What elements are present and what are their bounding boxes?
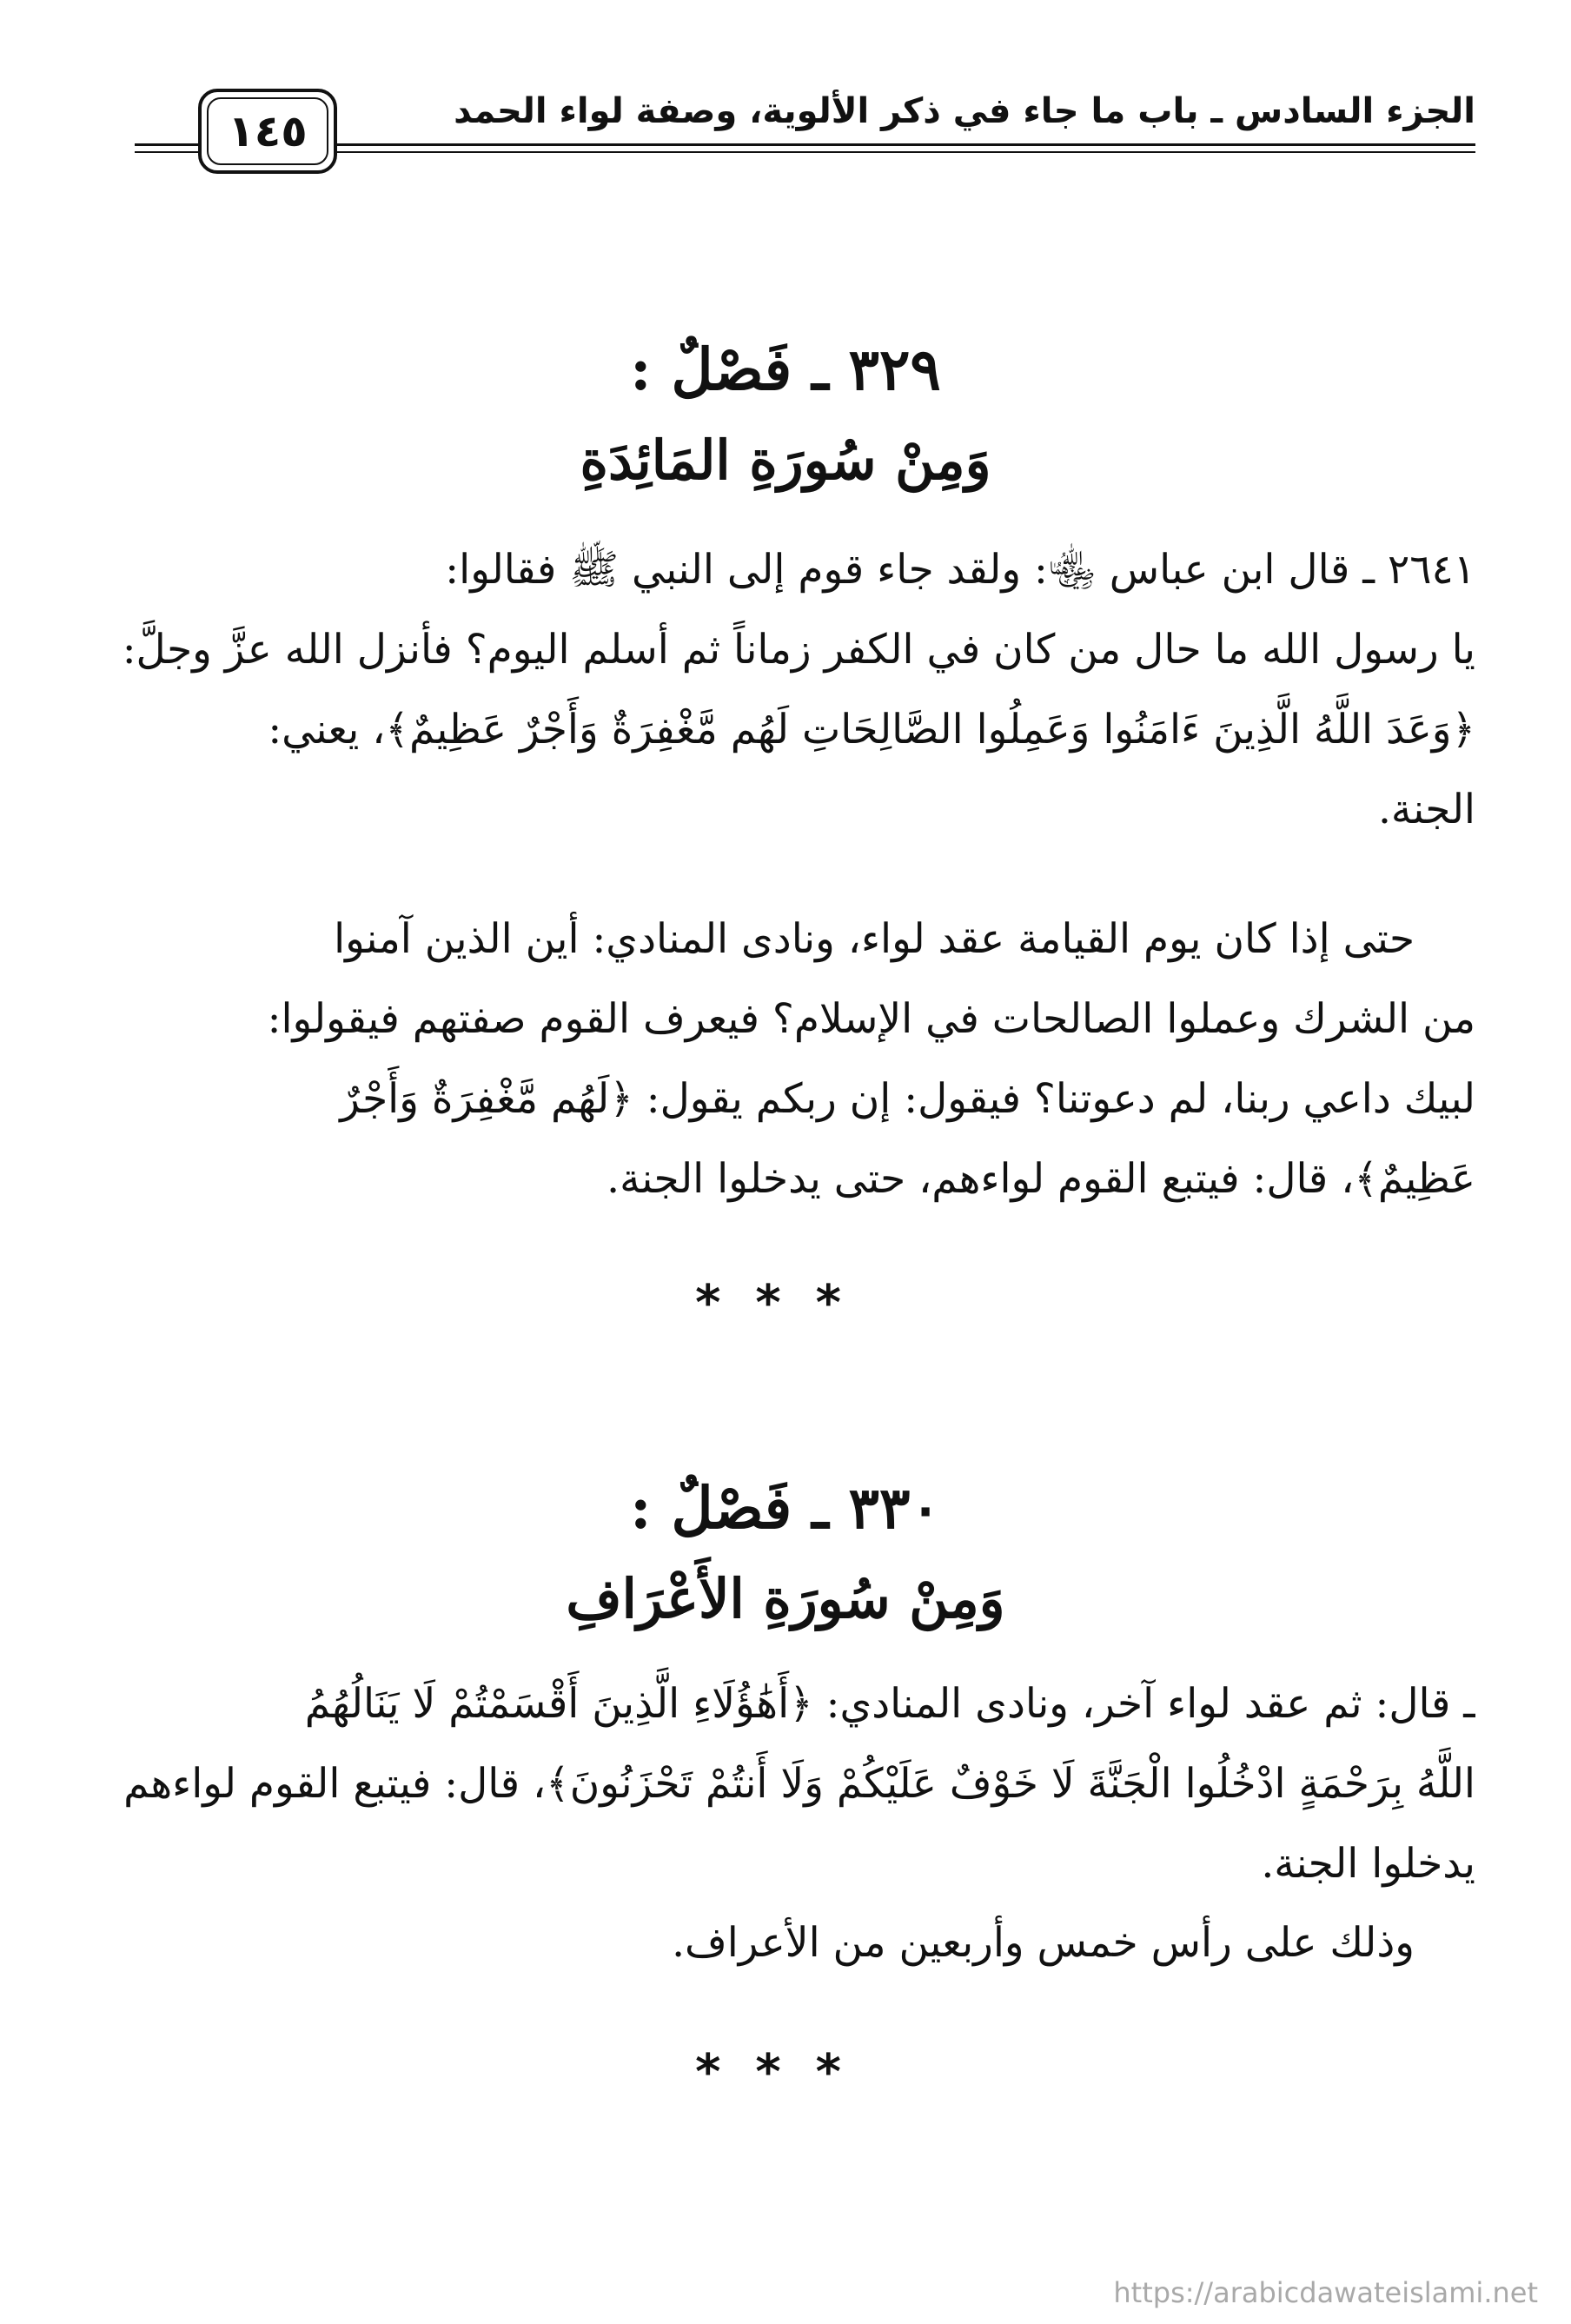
paragraph-line: الجنة. [1377, 786, 1475, 833]
hadith-2641-paragraph [103, 530, 1475, 850]
paragraph-line: يدخلوا الجنة. [1261, 1840, 1475, 1888]
paragraph-line: من الشرك وعملوا الصالحات في الإسلام؟ فيعرف القوم صفتهم فيقولوا: [267, 995, 1475, 1043]
paragraph-line: عَظِيمٌ﴾، قال: فيتبع القوم لواءهم، حتى يدخلوا الجنة. [607, 1155, 1475, 1203]
section-heading-330: ٣٣٠ ـ فَصْلٌ : [630, 1474, 941, 1542]
paragraph-line: يا رسول الله ما حال من كان في الكفر زماناً ثم أسلم اليوم؟ فأنزل الله عزَّ وجلَّ: [122, 626, 1475, 674]
paragraph-line: ـ قال: ثم عقد لواء آخر، ونادى المنادي: ﴿أَهَٰؤُلَاءِ الَّذِينَ أَقْسَمْتُمْ لَا يَنَالُهُمُ [304, 1680, 1475, 1728]
section-heading-329: ٣٢٩ ـ فَصْلٌ : [630, 335, 941, 403]
surah-heading-maidah: وَمِنْ سُورَةِ المَائِدَةِ [580, 428, 991, 492]
surah-heading-araf: وَمِنْ سُورَةِ الأَعْرَافِ [566, 1567, 1005, 1630]
paragraph-line: لبيك داعي ربنا، لم دعوتنا؟ فيقول: إن ربكم يقول: ﴿لَهُم مَّغْفِرَةٌ وَأَجْرٌ [340, 1075, 1475, 1123]
paragraph-araf-note [103, 1903, 1475, 1983]
paragraph-line: ٢٦٤١ ـ قال ابن عباس ﵄: ولقد جاء قوم إلى النبي ﷺ فقالوا: [445, 546, 1475, 594]
paragraph-liwa-second [103, 1664, 1475, 1904]
page-number: ١٤٥ [228, 106, 308, 156]
paragraph-line: حتى إذا كان يوم القيامة عقد لواء، ونادى المنادي: أين الذين آمنوا [334, 915, 1415, 963]
running-title: الجزء السادس ـ باب ما جاء في ذكر الألوية، وصفة لواء الحمد [454, 91, 1475, 131]
paragraph-line: اللَّهُ بِرَحْمَةٍ ادْخُلُوا الْجَنَّةَ لَا خَوْفٌ عَلَيْكُمْ وَلَا أَنتُمْ تَحْزَنُونَ﴾، قال: فيتبع القوم لواءهم [123, 1760, 1475, 1808]
page-number-frame [198, 89, 337, 174]
watermark-url: https://arabicdawateislami.net [1113, 2276, 1538, 2309]
paragraph-line: وذلك على رأس خمس وأربعين من الأعراف. [672, 1919, 1415, 1967]
section-separator: *** [695, 2044, 876, 2101]
section-separator: *** [695, 1275, 876, 1331]
paragraph-line: ﴿وَعَدَ اللَّهُ الَّذِينَ ءَامَنُوا وَعَمِلُوا الصَّالِحَاتِ لَهُم مَّغْفِرَةٌ وَأَجْرٌ عَظِيمٌ﴾، يعني: [268, 706, 1475, 754]
paragraph-liwa-first [103, 900, 1475, 1219]
